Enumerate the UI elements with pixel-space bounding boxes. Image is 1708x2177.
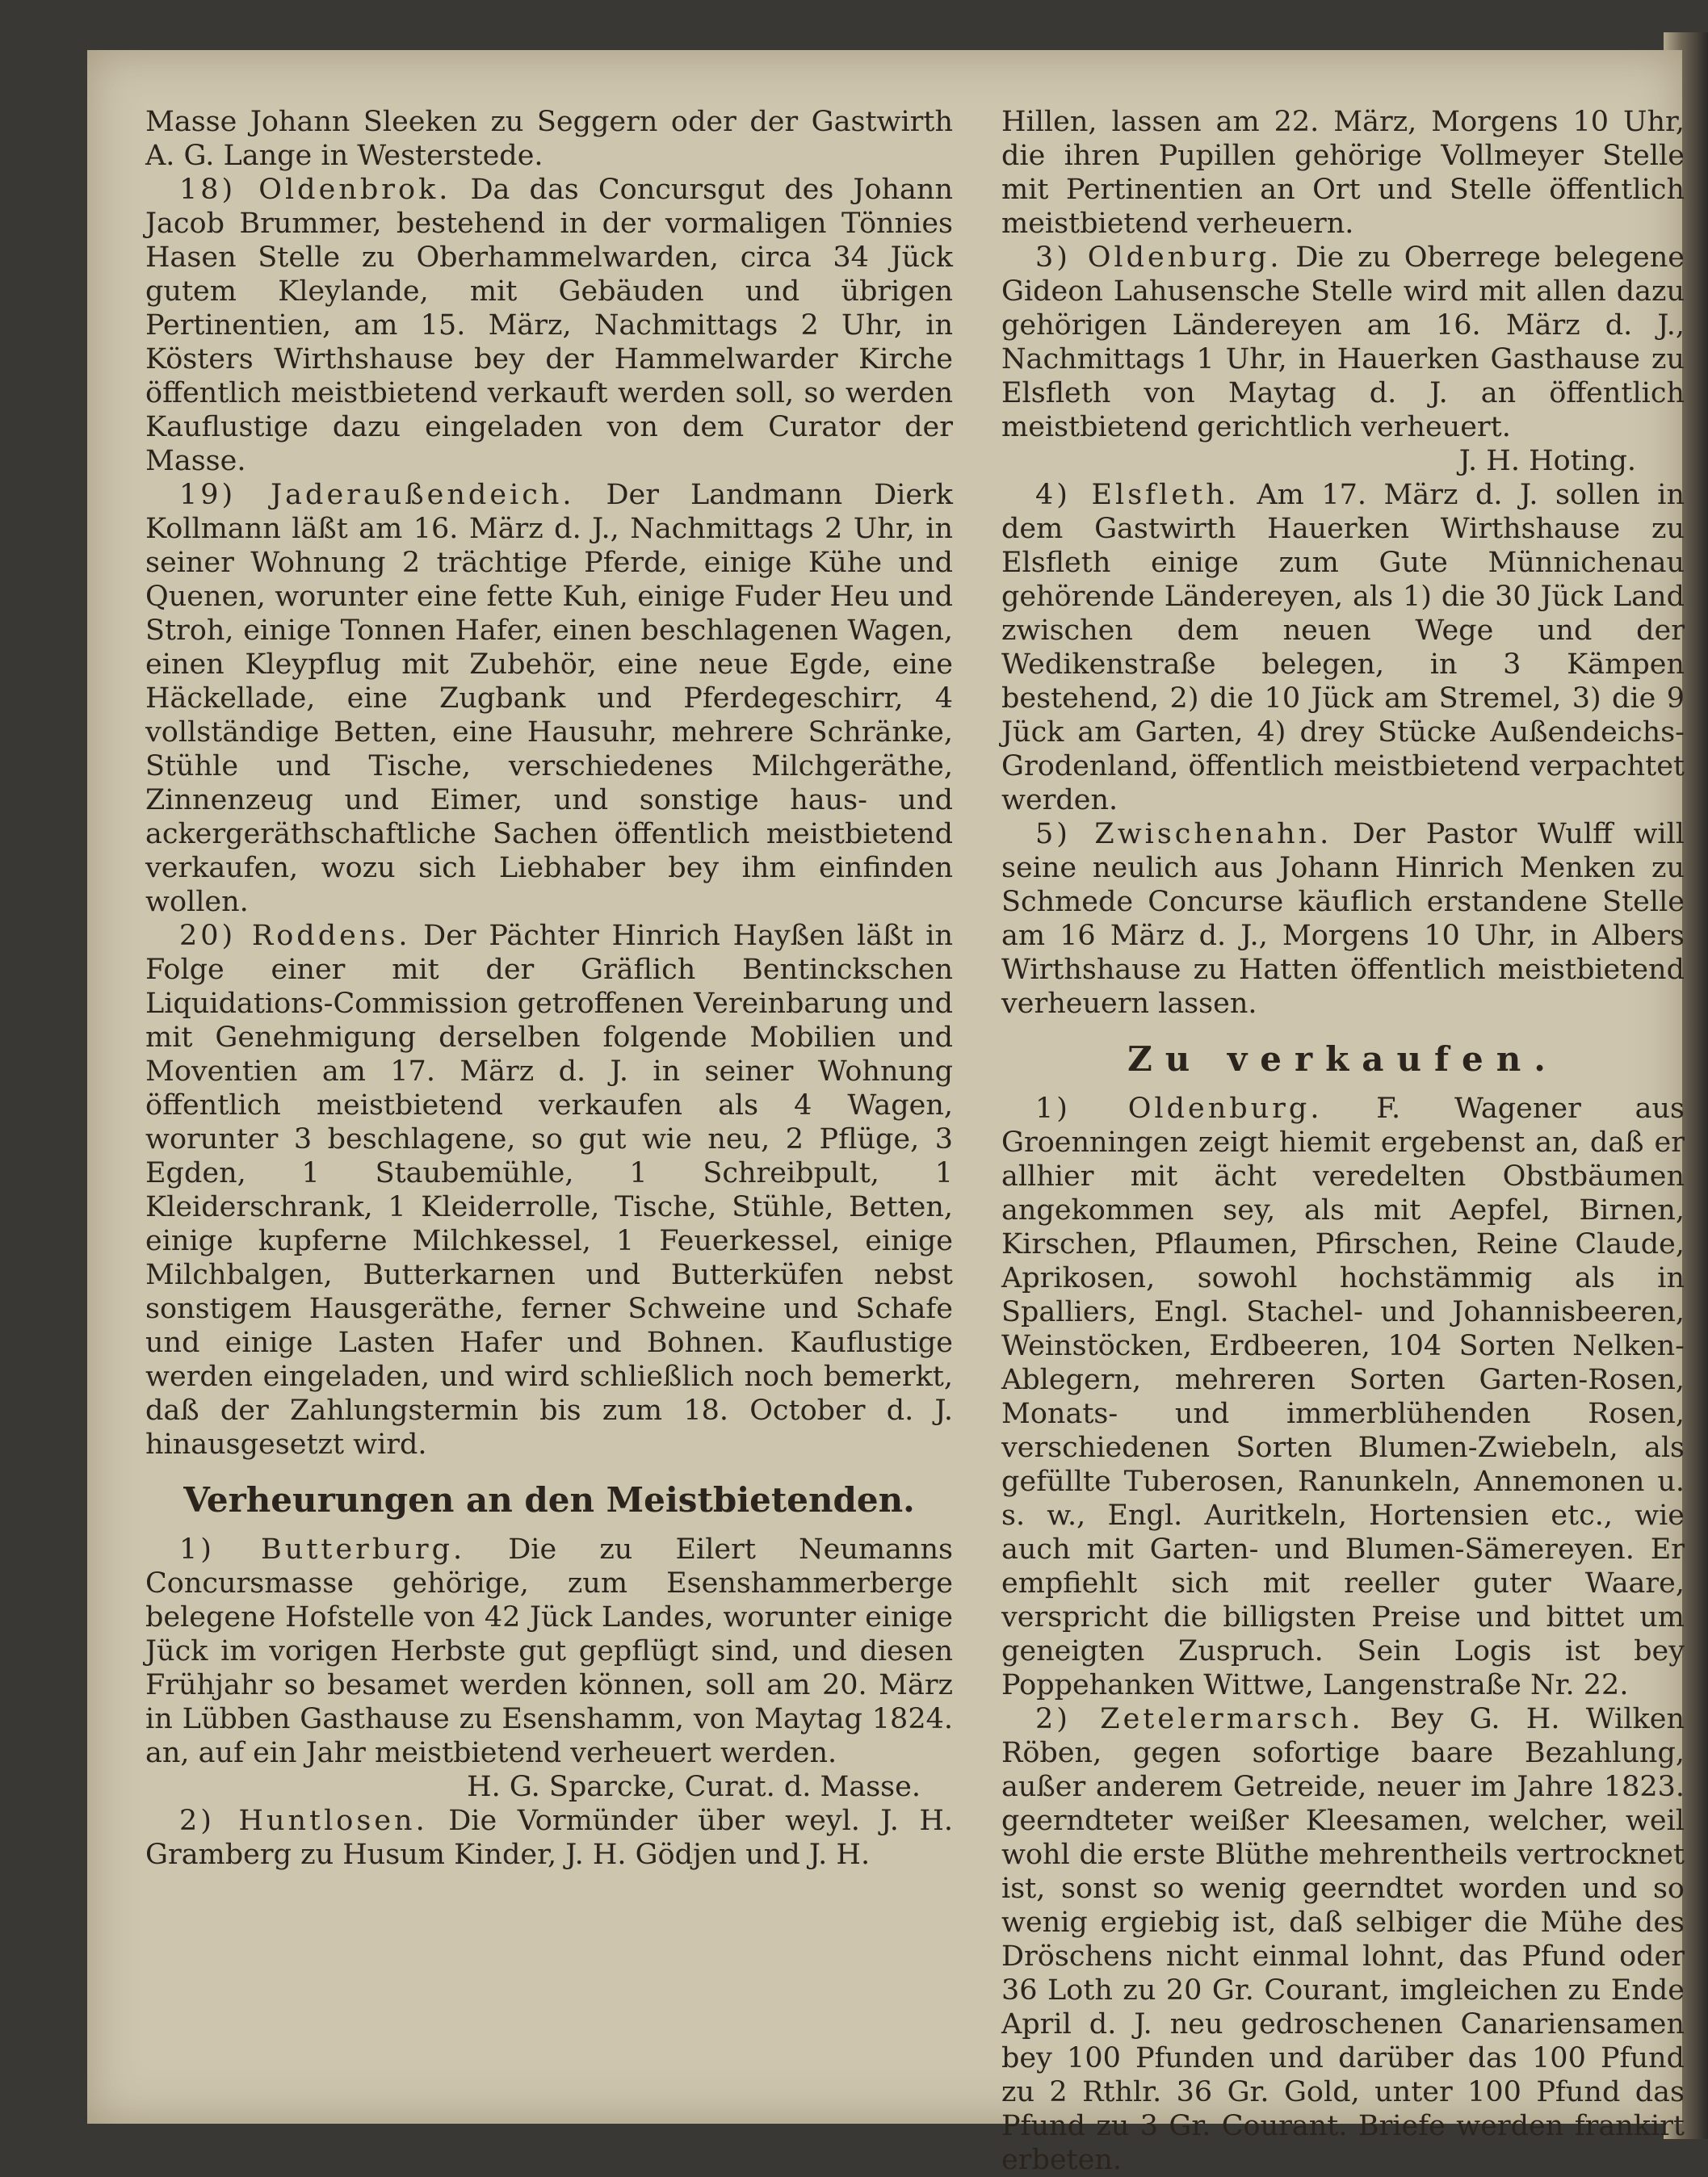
- lease-notice-4: [1001, 478, 1685, 817]
- continuation-paragraph: Masse Johann Sleeken zu Seggern oder der Gastwirth A. G. Lange in Westerstede.: [145, 106, 953, 172]
- signature: J. H. Hoting.: [1458, 445, 1636, 477]
- notice-place: 1) Oldenburg.: [1035, 1093, 1323, 1125]
- notice-text: Am 17. März d. J. sollen in dem Gastwirth Hauerken Wirthshause zu Elsfleth einige zum Gute Münnichenau gehörende Ländereyen, als 1) die 30 Jück Land zwischen dem neuen Wege und der Wedikenstraße belegen, in 3 Kämpen bestehend, 2) die 10 Jück am Stremel, 3) die 9 Jück am Garten, 4) drey Stücke Außendeichs-Grodenland, öffentlich meistbietend verpachtet werden.: [1001, 479, 1685, 816]
- sale-notice-1: [1001, 1092, 1685, 1702]
- notice-text: Der Landmann Dierk Kollmann läßt am 16. März d. J., Nachmittags 2 Uhr, in seiner Wohnung 2 trächtige Pferde, einige Kühe und Quenen, worunter eine fette Kuh, einige Fuder Heu und Stroh, einige Tonnen Hafer, einen beschlagenen Wagen, einen Kleypflug mit Zubehör, eine neue Egde, eine Häckellade, eine Zugbank und Pferdegeschirr, 4 vollständige Betten, eine Hausuhr, mehrere Schränke, Stühle und Tische, verschiedenes Milchgeräthe, Zinnenzeug und Eimer, und sonstige haus- und ackergeräthschaftliche Sachen öffentlich meistbietend verkaufen, wozu sich Liebhaber bey ihm einfinden wollen.: [145, 479, 954, 918]
- notice-place: 3) Oldenburg.: [1035, 241, 1282, 274]
- notice-text: Der Pächter Hinrich Hayßen läßt in Folge einer mit der Gräflich Bentinckschen Liquidations-Commission getroffenen Vereinbarung und mit Genehmigung derselben folgende Mobilien und Moventien am 17. März d. J. in seiner Wohnung öffentlich meistbietend verkaufen als 4 Wagen, worunter 3 beschlagene, so gut wie neu, 2 Pflüge, 3 Egden, 1 Staubemühle, 1 Schreibpult, 1 Kleiderschrank, 1 Kleiderrolle, Tische, Stühle, Betten, einige kupferne Milchkessel, 1 Feuerkessel, einige Milchbalgen, Butterkarnen und Butterküfen nebst sonstigem Hausgeräthe, ferner Schweine und Schafe und einige Lasten Hafer und Bohnen. Kauflustige werden eingeladen, und wird schließlich noch bemerkt, daß der Zahlungstermin bis zum 18. October d. J. hinausgesetzt wird.: [145, 920, 953, 1461]
- notice-place: 20) Roddens.: [179, 920, 411, 952]
- signature: H. G. Sparcke, Curat. d. Masse.: [467, 1771, 921, 1803]
- notice-place: 2) Zetelermarsch.: [1035, 1703, 1364, 1735]
- notice-text: Die zu Eilert Neumanns Concursmasse gehörige, zum Esenshammerberge belegene Hofstelle von 42 Jück Landes, worunter einige Jück im vorigen Herbste gut gepflügt sind, und diesen Frühjahr so besamet werden können, soll am 20. März in Lübben Gasthause zu Esenshamm, von Maytag 1824. an, auf ein Jahr meistbietend verheuert werden.: [145, 1533, 953, 1769]
- lease-notice-1: [145, 1533, 953, 1770]
- notice-place: 1) Butterburg.: [179, 1533, 466, 1566]
- left-column: [145, 105, 953, 1872]
- section-heading: Verheurungen an den Meistbietenden.: [183, 1480, 915, 1520]
- lease-notice-5: [1001, 817, 1685, 1021]
- notice-20: [145, 919, 953, 1462]
- notice-18: [145, 173, 953, 478]
- notice-text: F. Wagener aus Groenningen zeigt hiemit ergebenst an, daß er allhier mit ächt veredelten Obstbäumen angekommen sey, als mit Aepfel, Birnen, Kirschen, Pflaumen, Pfirschen, Reine Claude, Aprikosen, sowohl hochstämmig als in Spalliers, Engl. Stachel- und Johannisbeeren, Weinstöcken, Erdbeeren, 104 Sorten Nelken-Ablegern, mehreren Sorten Garten-Rosen, Monats- und immerblühenden Rosen, verschiedenen Sorten Blumen-Zwiebeln, als gefüllte Tuberosen, Ranunkeln, Annemonen u. s. w., Engl. Auritkeln, Hortensien etc., wie auch mit Garten- und Blumen-Sämereyen. Er empfiehlt sich mit reeller guter Waare, verspricht die billigsten Preise und bittet um geneigten Zuspruch. Sein Logis ist bey Poppehanken Wittwe, Langenstraße Nr. 22.: [1001, 1093, 1685, 1701]
- notice-text: Bey G. H. Wilken Röben, gegen sofortige baare Bezahlung, außer anderem Getreide, neuer im Jahre 1823. geerndteter weißer Kleesamen, welcher, weil wohl die erste Blüthe mehrentheils vertrocknet ist, sonst so wenig geerndtet worden und so wenig ergiebig ist, daß selbiger die Mühe des Dröschens nicht einmal lohnt, das Pfund oder 36 Loth zu 20 Gr. Courant, imgleichen zu Ende April d. J. neu gedroschenen Canariensamen bey 100 Pfunden und darüber das 100 Pfund zu 2 Rthlr. 36 Gr. Gold, unter 100 Pfund das Pfund zu 3 Gr. Courant. Briefe werden frankirt erbeten.: [1001, 1703, 1685, 2176]
- lease-notice-2: [145, 1804, 953, 1872]
- notice-place: 5) Zwischenahn.: [1035, 818, 1332, 850]
- notice-place: 19) Jaderaußendeich.: [179, 479, 575, 511]
- notice-text: Da das Concursgut des Johann Jacob Brummer, bestehend in der vormaligen Tönnies Hasen Stelle zu Oberhammelwarden, circa 34 Jück gutem Kleylande, mit Gebäuden und übrigen Pertinentien, am 15. März, Nachmittags 2 Uhr, in Kösters Wirthshause bey der Hammelwarder Kirche öffentlich meistbietend verkauft werden soll, so werden Kauflustige dazu eingeladen von dem Curator der Masse.: [145, 174, 954, 477]
- section-heading: Zu verkaufen.: [1127, 1039, 1559, 1079]
- continuation-paragraph: Hillen, lassen am 22. März, Morgens 10 Uhr, die ihren Pupillen gehörige Vollmeyer Stelle mit Pertinentien an Ort und Stelle öffentlich meistbietend verheuern.: [1001, 106, 1685, 240]
- notice-text: Der Pastor Wulff will seine neulich aus Johann Hinrich Menken zu Schmede Concurse käuflich erstandene Stelle am 16 März d. J., Morgens 10 Uhr, in Albers Wirthshause zu Hatten öffentlich meistbietend verheuern lassen.: [1001, 818, 1685, 1020]
- notice-place: 2) Huntlosen.: [179, 1805, 428, 1837]
- notice-19: [145, 478, 953, 919]
- sale-notice-2: [1001, 1702, 1685, 2177]
- notice-place: 4) Elsfleth.: [1035, 479, 1240, 511]
- notice-place: 18) Oldenbrok.: [179, 174, 451, 206]
- right-column: [1001, 105, 1685, 2177]
- notice-text: Die zu Oberrege belegene Gideon Lahusensche Stelle wird mit allen dazu gehörigen Ländereyen am 16. März d. J., Nachmittags 1 Uhr, in Hauerken Gasthause zu Elsfleth von Maytag d. J. an öffentlich meistbietend gerichtlich verheuert.: [1001, 241, 1685, 443]
- notice-text: Die Vormünder über weyl. J. H. Gramberg zu Husum Kinder, J. H. Gödjen und J. H.: [145, 1805, 953, 1871]
- lease-notice-3: [1001, 241, 1685, 444]
